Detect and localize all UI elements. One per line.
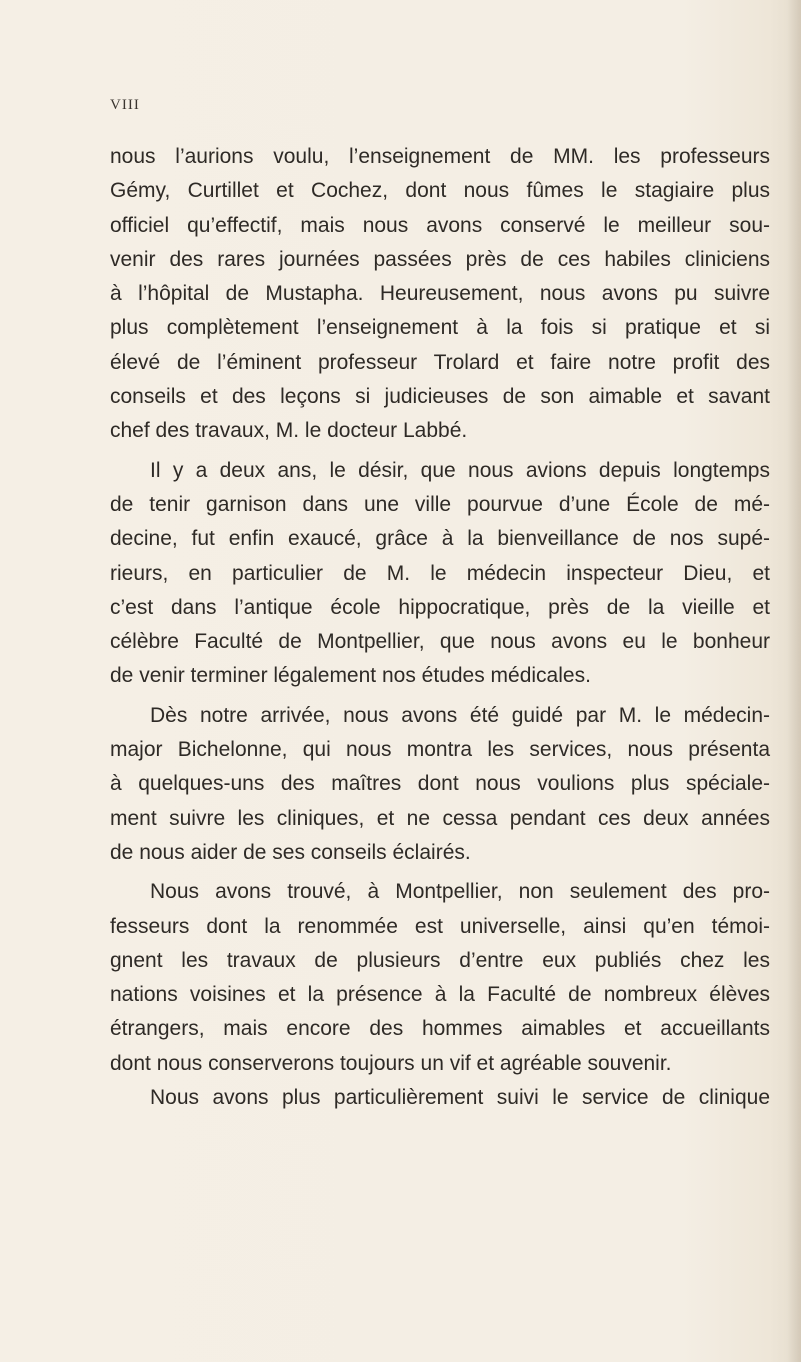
text-line: élevé de l’éminent professeur Trolard et faire notre profit des <box>110 350 770 374</box>
page-edge-shadow <box>787 0 801 1362</box>
text-line: plus complètement l’enseignement à la fois si pratique et si <box>110 316 770 340</box>
text-line: rieurs, en particulier de M. le médecin inspecteur Dieu, et <box>110 561 770 585</box>
text-line: dont nous conserverons toujours un vif et agréable souvenir. <box>110 1051 672 1075</box>
paragraph-2 <box>110 454 770 694</box>
text-line: major Bichelonne, qui nous montra les services, nous présenta <box>110 738 770 762</box>
body-text <box>110 140 770 1115</box>
text-line: étrangers, mais encore des hommes aimables et accueillants <box>110 1017 770 1041</box>
text-line: ment suivre les cliniques, et ne cessa pendant ces deux années <box>110 806 770 830</box>
text-line: de nous aider de ses conseils éclairés. <box>110 840 471 864</box>
text-line: venir des rares journées passées près de ces habiles cliniciens <box>110 247 770 271</box>
text-line: à l’hôpital de Mustapha. Heureusement, nous avons pu suivre <box>110 282 770 306</box>
paragraph-3 <box>110 699 770 870</box>
text-line: c’est dans l’antique école hippocratique, près de la vieille et <box>110 595 770 619</box>
text-line: de venir terminer légalement nos études médicales. <box>110 664 591 688</box>
text-line: célèbre Faculté de Montpellier, que nous avons eu le bonheur <box>110 630 770 654</box>
paragraph-1 <box>110 140 770 449</box>
text-line: Nous avons plus particulièrement suivi le service de clinique <box>150 1086 770 1110</box>
text-line: gnent les travaux de plusieurs d’entre eux publiés chez les <box>110 948 770 972</box>
text-line: Gémy, Curtillet et Cochez, dont nous fûmes le stagiaire plus <box>110 179 770 203</box>
text-line: à quelques-uns des maîtres dont nous voulions plus spéciale- <box>110 772 770 796</box>
page-number: VIII <box>110 97 140 113</box>
text-line: nations voisines et la présence à la Faculté de nombreux élèves <box>110 983 770 1007</box>
text-line: officiel qu’effectif, mais nous avons conservé le meilleur sou- <box>110 213 770 237</box>
text-line: de tenir garnison dans une ville pourvue d’une École de mé- <box>110 492 770 516</box>
text-line: Il y a deux ans, le désir, que nous avions depuis longtemps <box>150 458 770 482</box>
text-line: decine, fut enfin exaucé, grâce à la bienveillance de nos supé- <box>110 527 770 551</box>
paragraph-5 <box>110 1081 770 1115</box>
text-line: chef des travaux, M. le docteur Labbé. <box>110 419 468 443</box>
text-line: conseils et des leçons si judicieuses de son aimable et savant <box>110 385 770 409</box>
text-line: nous l’aurions voulu, l’enseignement de MM. les professeurs <box>110 145 770 168</box>
text-line: Dès notre arrivée, nous avons été guidé par M. le médecin- <box>150 703 770 727</box>
paragraph-4 <box>110 875 770 1081</box>
text-line: fesseurs dont la renommée est universelle, ainsi qu’en témoi- <box>110 914 770 938</box>
text-line: Nous avons trouvé, à Montpellier, non seulement des pro- <box>150 880 770 904</box>
